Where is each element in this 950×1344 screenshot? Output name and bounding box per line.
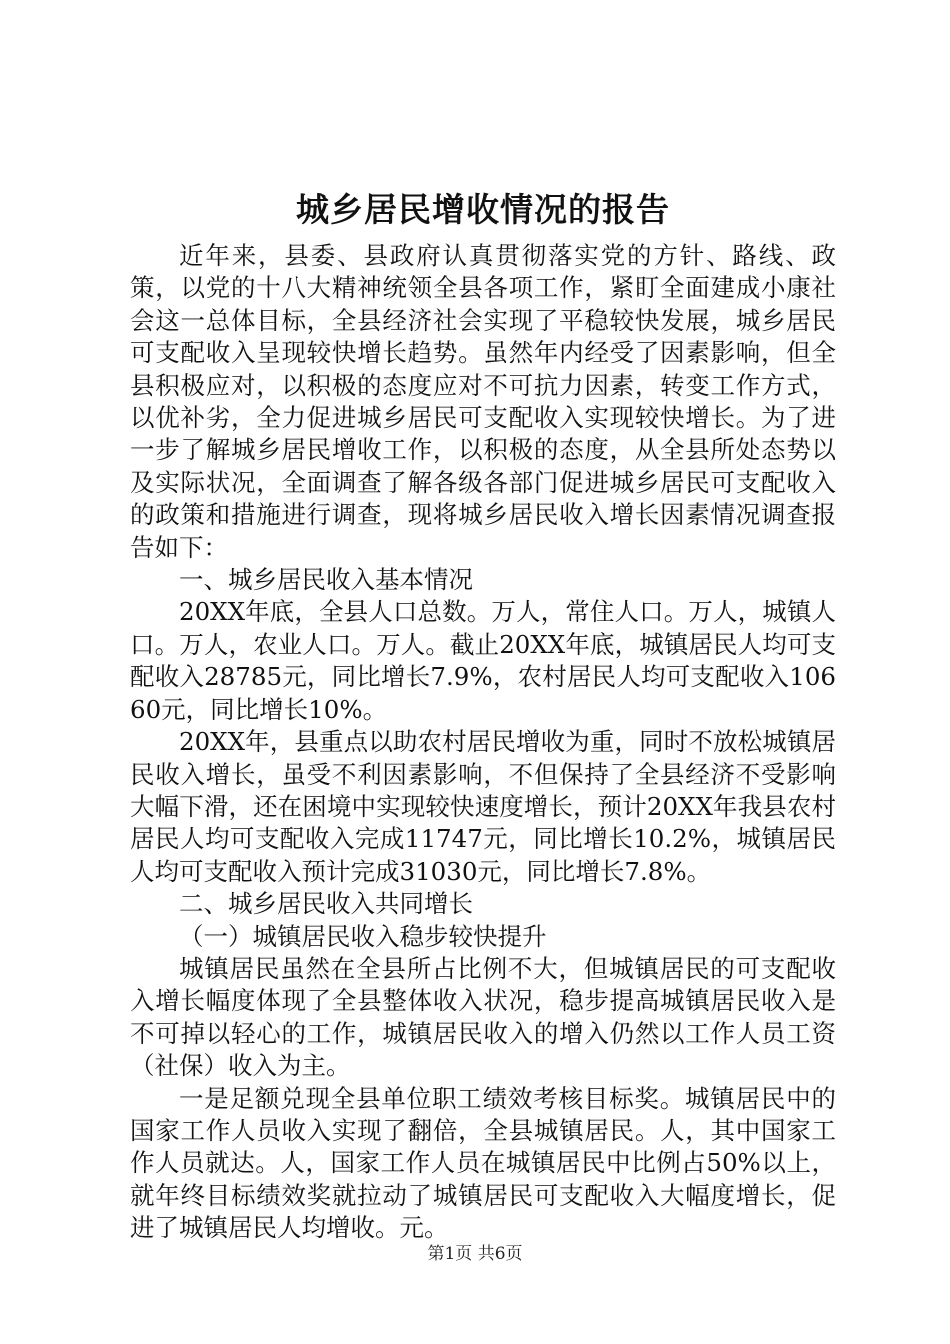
paragraph-forecast: 20XX年，县重点以助农村居民增收为重，同时不放松城镇居民收入增长，虽受不利因素影响，不但保持了全县经济不受影响大幅下滑，还在困境中实现较快速度增长，预计20XX年我县农村居民人均可支配收入完成11747元，同比增长10.2%，城镇居民人均可支配收入预计完成31030元，同比增长7.8%。 xyxy=(130,727,836,886)
subsection-heading-1: （一）城镇居民收入稳步较快提升 xyxy=(179,921,547,951)
paragraph-intro: 近年来，县委、县政府认真贯彻落实党的方针、路线、政策，以党的十八大精神统领全县各项工作，紧盯全面建成小康社会这一总体目标，全县经济社会实现了平稳较快发展，城乡居民可支配收入呈现较快增长趋势。虽然年内经受了因素影响，但全县积极应对，以积极的态度应对不可抗力因素，转变工作方式，以优补劣，全力促进城乡居民可支配收入实现较快增长。为了进一步了解城乡居民增收工作，以积极的态度，从全县所处态势以及实际状况，全面调查了解各级各部门促进城乡居民可支配收入的政策和措施进行调查，现将城乡居民收入增长因素情况调查报告如下： xyxy=(130,241,836,562)
document-body xyxy=(130,240,836,1245)
section-heading-1: 一、城乡居民收入基本情况 xyxy=(179,565,473,595)
page-footer: 第1页 共6页 xyxy=(427,1244,523,1264)
paragraph-urban-income: 城镇居民虽然在全县所占比例不大，但城镇居民的可支配收入增长幅度体现了全县整体收入状况，稳步提高城镇居民收入是不可掉以轻心的工作，城镇居民收入的增入仍然以工作人员工资（社保）收入为主。 xyxy=(130,953,836,1081)
paragraph-bonus: 一是足额兑现全县单位职工绩效考核目标奖。城镇居民中的国家工作人员收入实现了翻倍，全县城镇居民。人，其中国家工作人员就达。人，国家工作人员在城镇居民中比例占50%以上，就年终目标绩效奖就拉动了城镇居民可支配收入大幅度增长，促进了城镇居民人均增收。元。 xyxy=(130,1083,836,1243)
document-page xyxy=(130,186,836,1245)
document-title: 城乡居民增收情况的报告 xyxy=(296,190,670,229)
paragraph-population: 20XX年底，全县人口总数。万人，常住人口。万人，城镇人口。万人，农业人口。万人。截止20XX年底，城镇居民人均可支配收入28785元，同比增长7.9%，农村居民人均可支配收入10660元，同比增长10%。 xyxy=(130,597,836,724)
section-heading-2: 二、城乡居民收入共同增长 xyxy=(179,889,473,919)
